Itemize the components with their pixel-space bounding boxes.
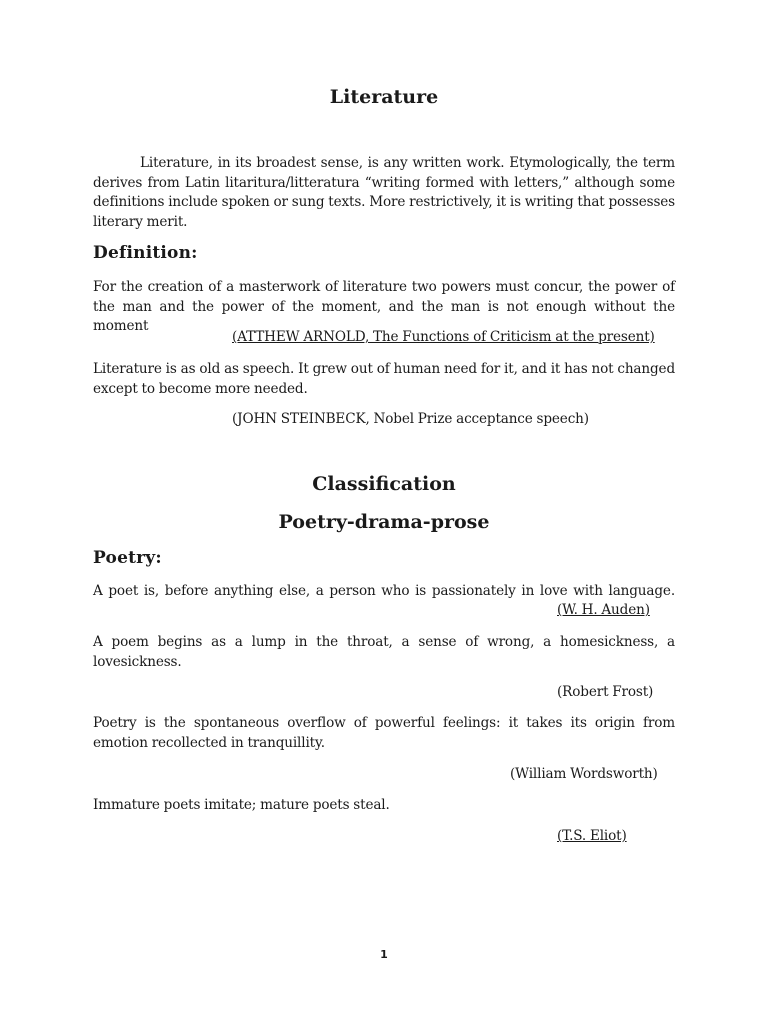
poetry-cite-frost: (Robert Frost)	[557, 684, 654, 700]
poetry-quote-wordsworth: Poetry is the spontaneous overflow of powerful feelings: it takes its origin from emotion recollected in tranquillity.	[93, 715, 675, 751]
classification-heading: Classification	[312, 473, 456, 495]
page-number: 1	[380, 948, 388, 961]
poetry-quote-eliot: Immature poets imitate; mature poets steal.	[93, 797, 390, 813]
poetry-quote-frost: A poem begins as a lump in the throat, a sense of wrong, a homesickness, a lovesickness.	[93, 634, 675, 670]
poetry-cite-eliot: (T.S. Eliot)	[557, 828, 627, 844]
definition-cite-steinbeck: (JOHN STEINBECK, Nobel Prize acceptance speech)	[232, 411, 589, 427]
definition-heading: Definition:	[93, 243, 198, 263]
poetry-cite-wordsworth: (William Wordsworth)	[510, 766, 658, 782]
page-title: Literature	[329, 86, 439, 108]
intro-paragraph: Literature, in its broadest sense, is any written work. Etymologically, the term derives from Latin litaritura/litteratura “writing formed with letters,” although some definitions include spoken or sung texts. More restrictively, it is writing that possesses literary merit.	[93, 155, 675, 230]
classification-subheading: Poetry-drama-prose	[278, 511, 490, 533]
definition-quote-arnold: For the creation of a masterwork of literature two powers must concur, the power of the man and the power of the moment, and the man is not enough without the moment	[93, 279, 675, 334]
definition-cite-arnold: (ATTHEW ARNOLD, The Functions of Criticism at the present)	[232, 329, 655, 345]
poetry-quote-auden: A poet is, before anything else, a person who is passionately in love with language.	[93, 583, 675, 599]
poetry-cite-auden: (W. H. Auden)	[557, 602, 650, 618]
poetry-heading: Poetry:	[93, 548, 162, 568]
definition-quote-steinbeck: Literature is as old as speech. It grew out of human need for it, and it has not changed except to become more needed.	[93, 361, 675, 397]
